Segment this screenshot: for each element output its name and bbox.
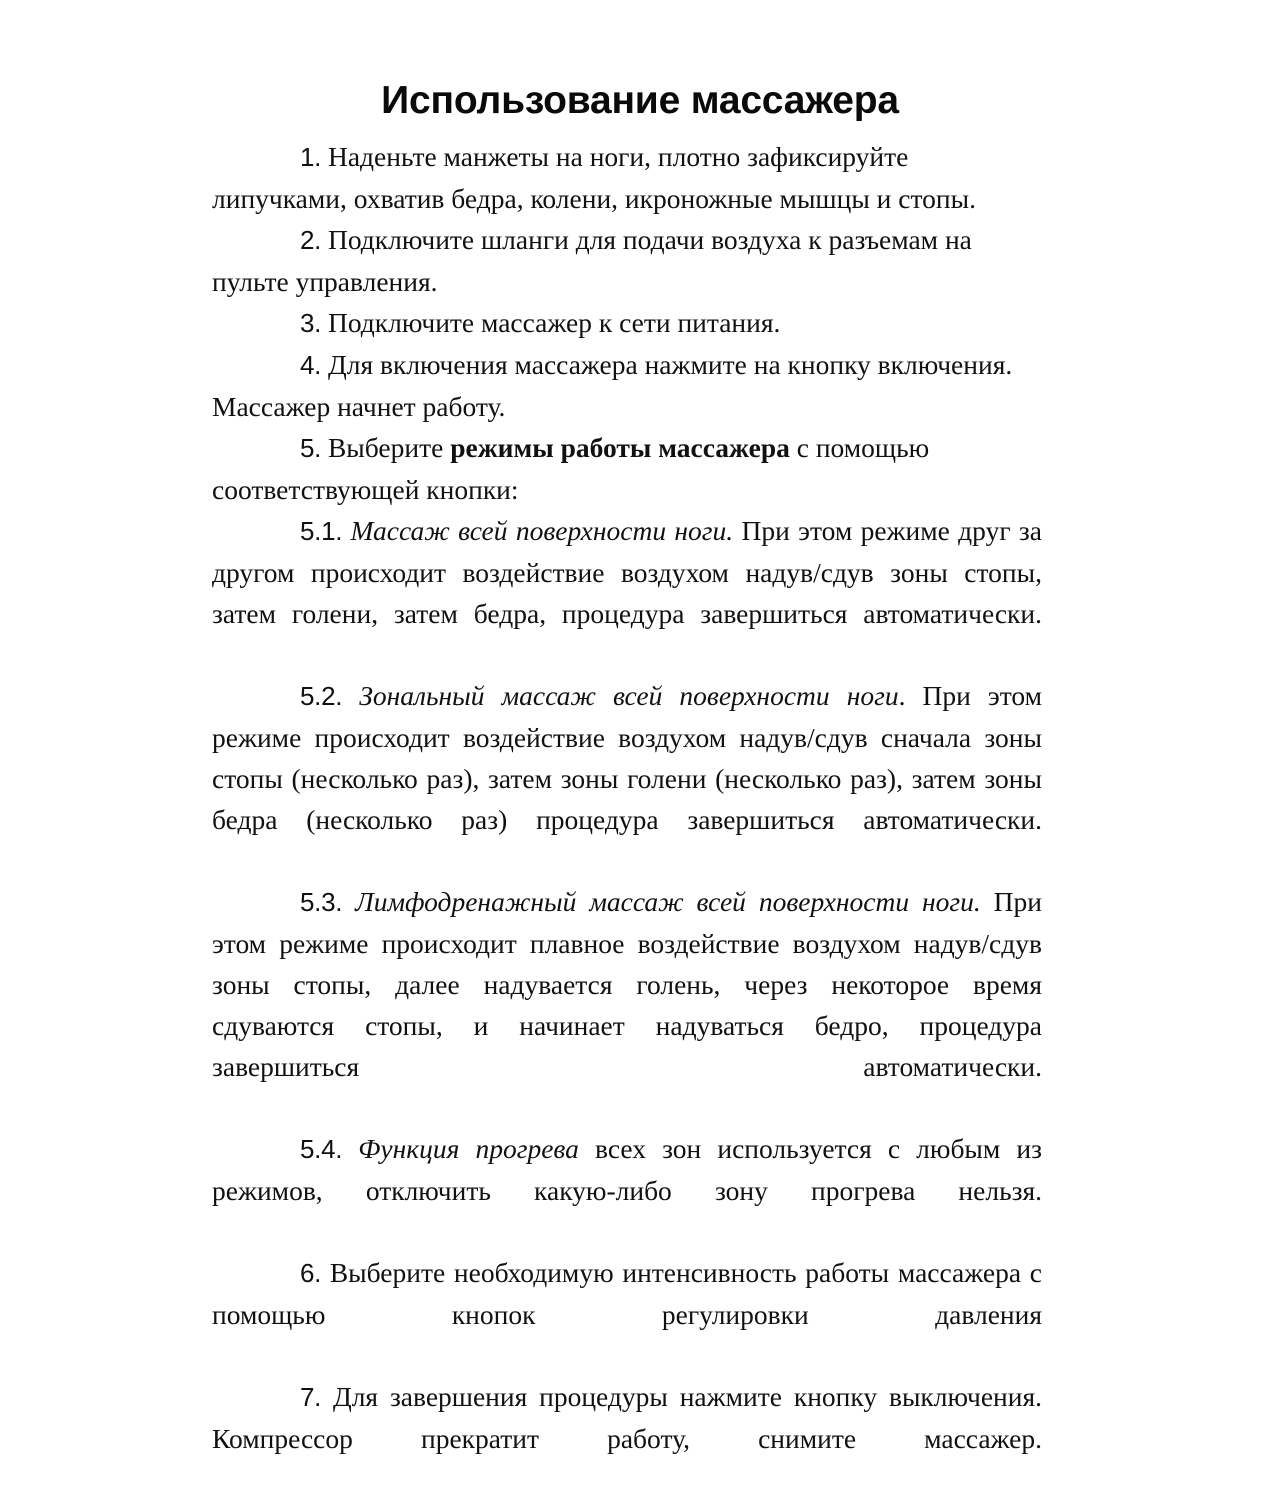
list-item-number: 1. (300, 142, 322, 172)
list-item-tail-text: с помощью соответствующей кнопки: (212, 432, 930, 505)
list-item-number: 2. (300, 225, 322, 255)
list-item-5-3 (212, 881, 1042, 1128)
list-item-5-2 (212, 675, 1042, 881)
list-item-italic-term: Функция прогрева (342, 1133, 579, 1164)
list-item-number: 3. (300, 308, 322, 338)
list-item-1 (212, 136, 1042, 219)
list-item-tail-text: При этом режиме друг за другом происходит воздействие воздухом надув/сдув зоны стопы, затем голени, затем бедра, процедура завершиться автоматически. (212, 515, 1042, 629)
list-item-text: Для завершения процедуры нажмите кнопку выключения. Компрессор прекратит работу, снимите массажер. (212, 1381, 1042, 1454)
list-item-3 (212, 302, 1042, 344)
list-item-bold-term: режимы работы массажера (450, 432, 790, 463)
list-item-number: 5.1. (300, 516, 343, 546)
list-item-text: Подключите массажер к сети питания. (321, 307, 781, 338)
list-item-text: Для включения массажера нажмите на кнопку включения. Массажер начнет работу. (212, 349, 1013, 422)
list-item-tail-text: При этом режиме происходит плавное воздействие воздухом надув/сдув зоны стопы, далее надувается голень, через некоторое время сдуваются стопы, и начинает надуваться бедро, процедура завершиться автоматически. (212, 886, 1043, 1082)
list-item-number: 4. (300, 350, 322, 380)
list-item-6 (212, 1252, 1042, 1376)
list-item-5-1 (212, 510, 1042, 675)
list-item-tail-text: всех зон используется с любым из режимов, отключить какую-либо зону прогрева нельзя. (212, 1133, 1042, 1206)
list-item-5-4 (212, 1128, 1042, 1252)
list-item-4 (212, 344, 1042, 427)
list-item-5 (212, 427, 1042, 510)
list-item-number: 6. (300, 1258, 322, 1288)
list-item-number: 5. (300, 433, 322, 463)
list-item-tail-text: . При этом режиме происходит воздействие воздухом надув/сдув сначала зоны стопы (несколько раз), затем зоны голени (несколько раз), затем зоны бедра (несколько раз) процедура завершиться автоматически. (212, 680, 1042, 835)
page-title: Использование массажера (381, 79, 899, 123)
list-item-text: Наденьте манжеты на ноги, плотно зафиксируйте липучками, охватив бедра, колени, икроножные мышцы и стопы. (212, 141, 976, 214)
list-item-italic-term: Зональный массаж всей поверхности ноги (342, 680, 899, 711)
list-item-text: Подключите шланги для подачи воздуха к разъемам на пульте управления. (212, 224, 972, 297)
list-item-2 (212, 219, 1042, 302)
list-item-number: 7. (300, 1382, 322, 1412)
list-item-number: 5.3. (300, 887, 343, 917)
list-item-italic-term: Лимфодренажный массаж всей поверхности ноги. (342, 886, 981, 917)
list-item-italic-term: Массаж всей поверхности ноги. (342, 515, 734, 546)
list-item-7 (212, 1376, 1042, 1500)
document-body (212, 136, 1042, 1500)
list-item-text: Выберите необходимую интенсивность работы массажера с помощью кнопок регулировки давления (212, 1257, 1042, 1330)
list-item-number: 5.4. (300, 1134, 343, 1164)
list-item-lead-text: Выберите (321, 432, 451, 463)
list-item-number: 5.2. (300, 681, 343, 711)
